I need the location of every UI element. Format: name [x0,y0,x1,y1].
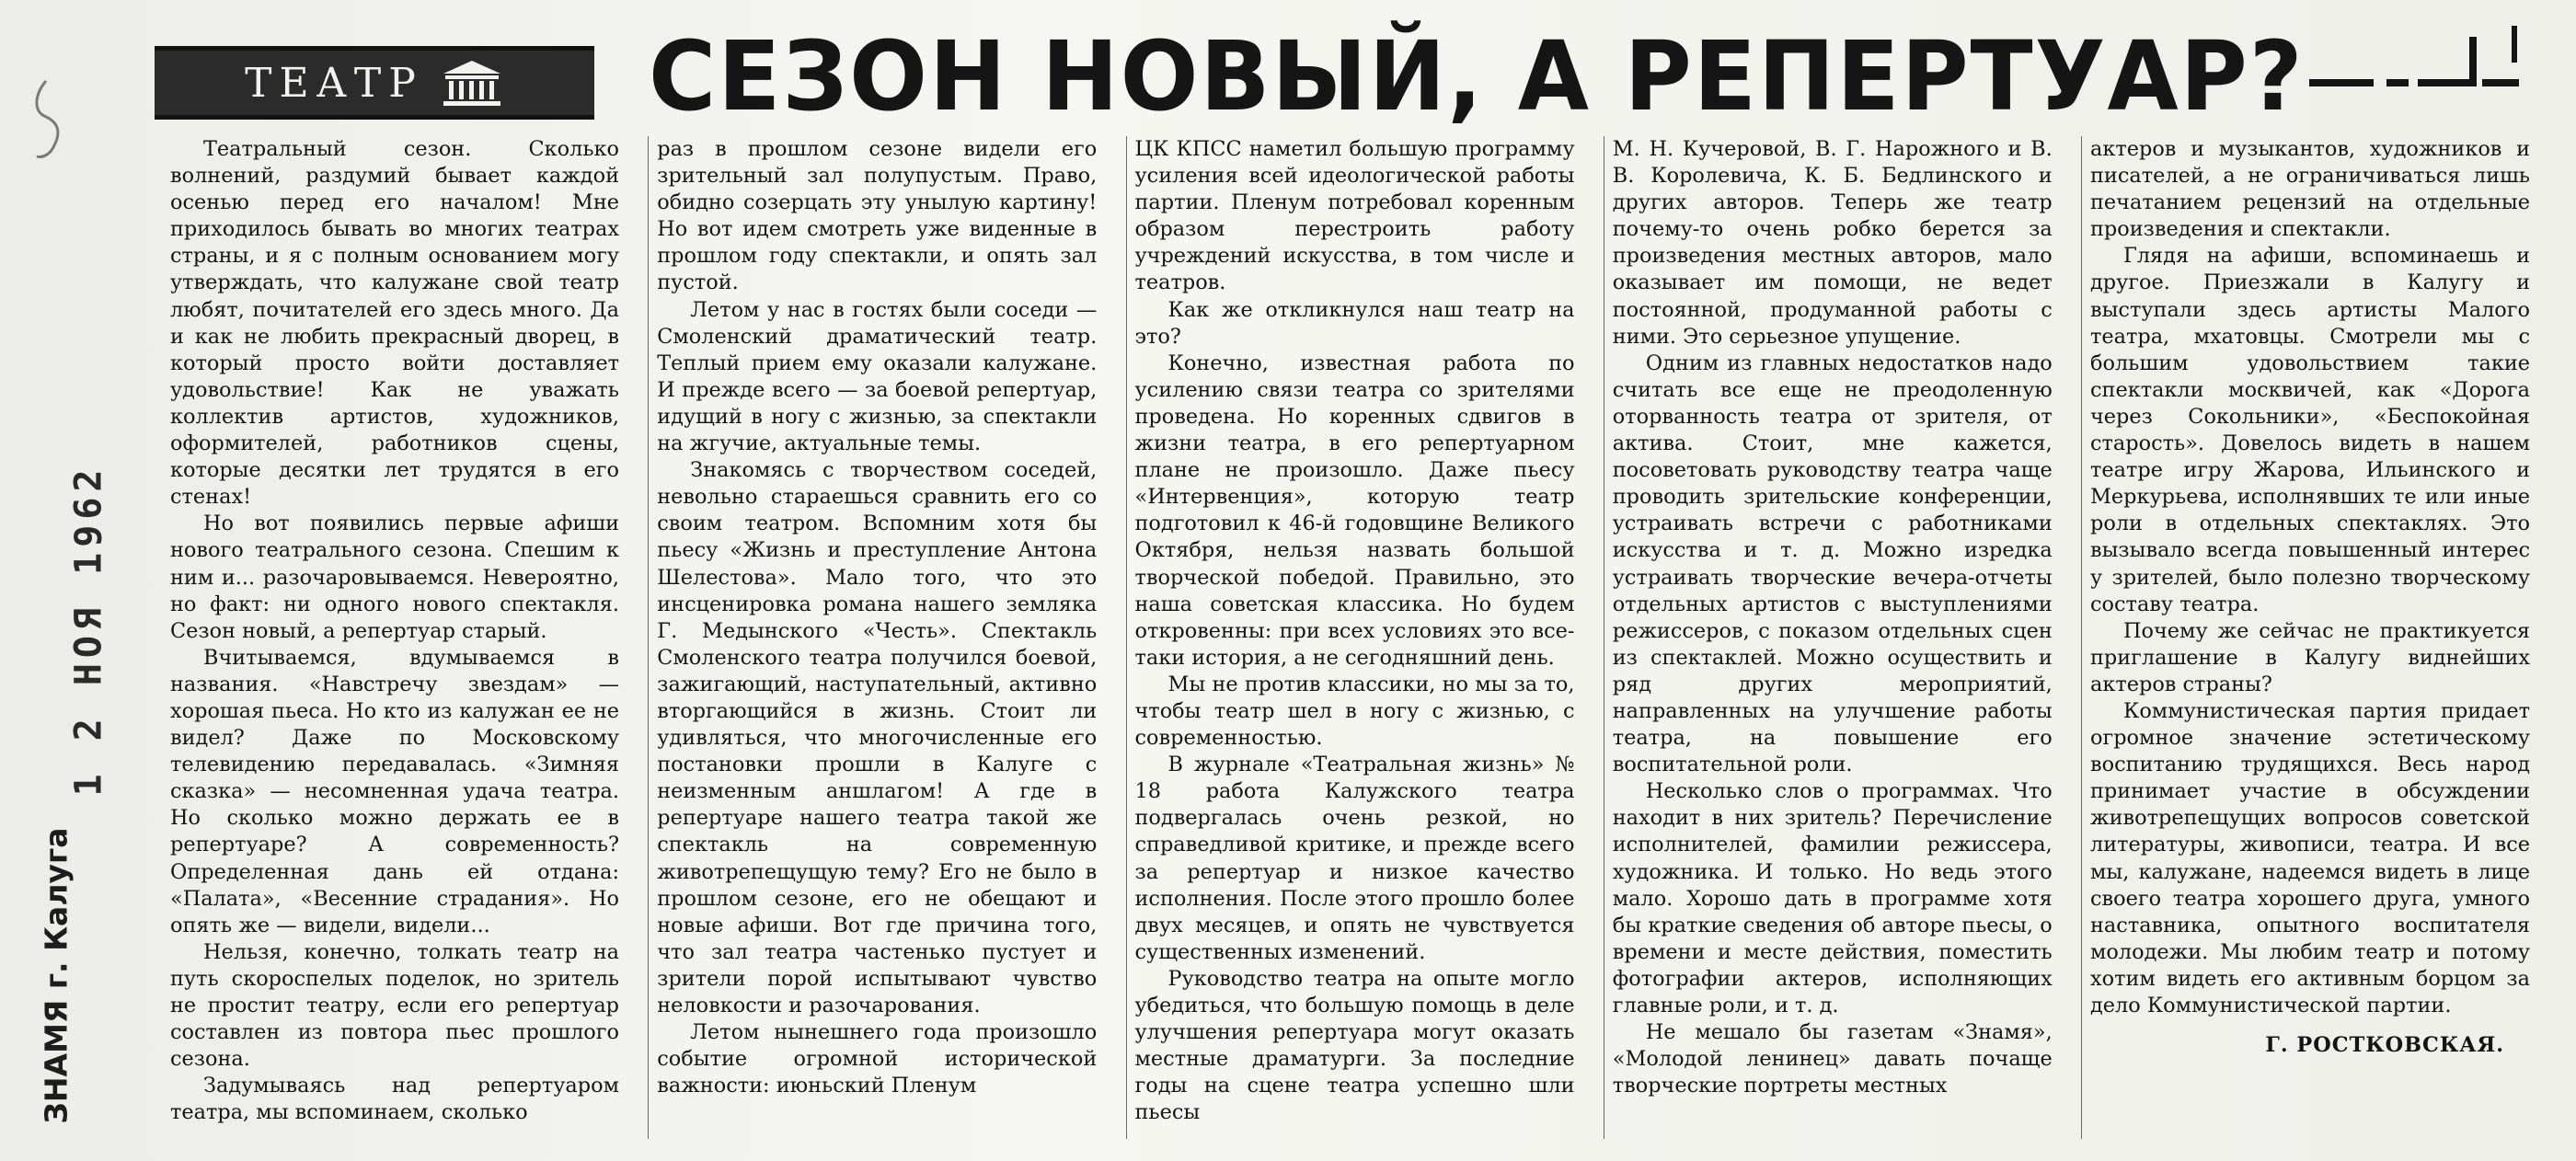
date-stamp [61,464,116,797]
paragraph: Летом у нас в гостях были соседи — Смоленский драматический театр. Теплый прием ему оказали калужане. И прежде всего — за боевой репертуар, идущий в ногу с жизнью, за спектакли на жгучие, актуальные темы. [657,297,1098,456]
pencil-mark [26,74,81,166]
text-column-4 [1604,136,2053,1139]
date-stamp-text: 1 2 НОЯ 1962 [67,464,110,797]
rubric-label: ТЕАТР [245,59,423,107]
paragraph: Руководство театра на опыте могло убедиться, что большую помощь в деле улучшения репертуара могут оказать местные драматурги. За последние годы на сцене театра успешно шли пьесы [1134,966,1575,1125]
headline: СЕЗОН НОВЫЙ, А РЕПЕРТУАР? [649,20,2305,132]
paragraph: актеров и музыкантов, художников и писателей, а не ограничиваться лишь печатанием рецензий на отдельные произведения и спектакли. [2090,137,2530,242]
text-column-2 [648,136,1097,1139]
paragraph: Нельзя, конечно, толкать театр на путь скороспелых поделок, но зритель не простит театру, если его репертуар составлен из повтора пьес прошлого сезона. [170,939,619,1072]
paragraph: Глядя на афиши, вспоминаешь и другое. Приезжали в Калугу и выступали здесь артисты Малого театра, мхатовцы. Смотрели мы с большим удовольствием такие спектакли москвичей, как «Дорога через Сокольники», «Беспокойная старость». Довелось видеть в нашем театре игру Жарова, Ильинского и Меркурьева, исполнявших те или иные роли в отдельных спектаклях. Это вызывало всегда повышенный интерес у зрителей, было полезно творческому составу театра. [2090,244,2530,616]
paragraph: раз в прошлом сезоне видели его зрительный зал полупустым. Право, обидно созерцать эту унылую картину! Но вот идем смотреть уже виденные в прошлом году спектакли, и опять зал пустой. [657,137,1098,295]
article-body [170,136,2530,1139]
article-header [138,18,2512,132]
paragraph: М. Н. Кучеровой, В. Г. Нарожного и В. В. Королевича, К. Б. Бедлинского и других авторов. Теперь же театр почему-то очень робко берется за произведения местных авторов, мало оказывает им помощи, не ведет постоянной, продуманной работы с ними. Это серьезное упущение. [1612,137,2053,349]
paragraph: Не мешало бы газетам «Знамя», «Молодой ленинец» давать почаще творческие портреты местных [1612,1020,2053,1098]
paragraph: Почему же сейчас не практикуется приглашение в Калугу виднейших актеров страны? [2090,618,2530,696]
stamp-text: ЗНАМЯ г. Калуга [38,826,75,1124]
paragraph: Летом нынешнего года произошло событие огромной исторической важности: июньский Пленум [657,1020,1098,1098]
newspaper-stamp [35,826,77,1124]
paragraph: Одним из главных недостатков надо считать все еще не преодоленную оторванность театра от зрителя, от актива. Стоит, мне кажется, посоветовать руководству театра чаще проводить зрительские конференции, устраивать встречи с работниками искусства и т. д. Можно изредка устраивать творческие вечера-отчеты отдельных артистов с выступлениями режиссеров, с показом отдельных сцен из спектаклей. Можно осуществить и ряд других мероприятий, направленных на улучшение работы театра, на повышение его воспитательной роли. [1612,351,2053,777]
paragraph: Вчитываемся, вдумываемся в названия. «Навстречу звездам» — хорошая пьеса. Но кто из калужан ее не видел? Даже по Московскому телевидению передавалась. «Зимняя сказка» — несомненная удача театра. Но сколько можно держать ее в репертуаре? А современность? Определенная дань ей отдана: «Палата», «Весенние страдания». Но опять же — видели, видели... [170,645,619,937]
paragraph: В журнале «Театральная жизнь» № 18 работа Калужского театра подвергалась очень резкой, но справедливой критике, и прежде всего за репертуар и низкое качество исполнения. После этого прошло более двух месяцев, и опять не чувствуется существенных изменений. [1134,753,1575,964]
paragraph: Несколько слов о программах. Что находит в них зритель? Перечисление исполнителей, фамилии режиссера, художника. И только. Но ведь этого мало. Хорошо дать в программе хотя бы краткие сведения об авторе пьесы, о времени и месте действия, поместить фотографии актеров, исполняющих главные роли, и т. д. [1612,779,2053,1017]
paragraph: Как же откликнулся наш театр на это? [1134,297,1575,349]
text-column-1 [170,136,619,1139]
paragraph: Задумываясь над репертуаром театра, мы вспоминаем, сколько [170,1074,619,1125]
paragraph: Мы не против классики, но мы за то, чтобы театр шел в ногу с жизнью, с современностью. [1134,672,1575,751]
paragraph: ЦК КПСС наметил большую программу усиления всей идеологической работы партии. Пленум потребовал коренным образом перестроить работу учреждений искусства, в том числе и театров. [1134,137,1575,295]
rubric-banner [155,46,594,120]
paragraph: Знакомясь с творчеством соседей, невольно стараешься сравнить его со своим театром. Вспомним хотя бы пьесу «Жизнь и преступление Антона Шелестова». Мало того, что это инсценировка романа нашего земляка Г. Медынского «Честь». Спектакль Смоленского театра получился боевой, зажигающий, наступательный, активно вторгающийся в жизнь. Стоит ли удивляться, что многочисленные его постановки прошли в Калуге с неизменным аншлагом! А где в репертуаре нашего театра такой же спектакль на современную животрепещущую тему? Его не было в прошлом сезоне, его не обещают и новые афиши. Вот где причина того, что зал театра частенько пустует и зрители порой испытывают чувство неловкости и разочарования. [657,458,1098,1017]
text-column-5 [2081,136,2530,1139]
paragraph: Но вот появились первые афиши нового театрального сезона. Спешим к ним и... разочаровываемся. Невероятно, но факт: ни одного нового спектакля. Сезон новый, а репертуар старый. [170,512,619,643]
text-column-3 [1126,136,1575,1139]
author-signature: Г. РОСТКОВСКАЯ. [2265,1033,2504,1058]
theatre-building-icon [440,59,504,107]
decorative-rule [2306,24,2526,107]
paragraph: Конечно, известная работа по усилению связи театра со зрителями проведена. Но коренных сдвигов в жизни театра, в его репертуарном плане не произошло. Даже пьесу «Интервенция», которую театр подготовил к 46-й годовщине Великого Октября, нельзя назвать большой творческой победой. Правильно, это наша советская классика. Но будем откровенны: при всех условиях это все-таки история, а не сегодняшний день. [1134,351,1575,670]
paragraph: Театральный сезон. Сколько волнений, раздумий бывает каждой осенью перед его началом! Мне приходилось бывать во многих театрах страны, и я с полным основанием могу утверждать, что калужане свой театр любят, почитателей его здесь много. Да и как не любить прекрасный дворец, в который просто войти доставляет удовольствие! Как не уважать коллектив артистов, художников, оформителей, работников сцены, которые десятки лет трудятся в его стенах! [170,137,619,510]
paragraph: Коммунистическая партия придает огромное значение эстетическому воспитанию трудящихся. Весь народ принимает участие в обсуждении животрепещущих вопросов советской литературы, живописи, театра. И все мы, калужане, надеемся видеть в лице своего театра хорошего друга, умного наставника, опытного воспитателя молодежи. Мы любим театр и потому хотим видеть его активным борцом за дело Коммунистической партии. [2090,698,2530,1017]
